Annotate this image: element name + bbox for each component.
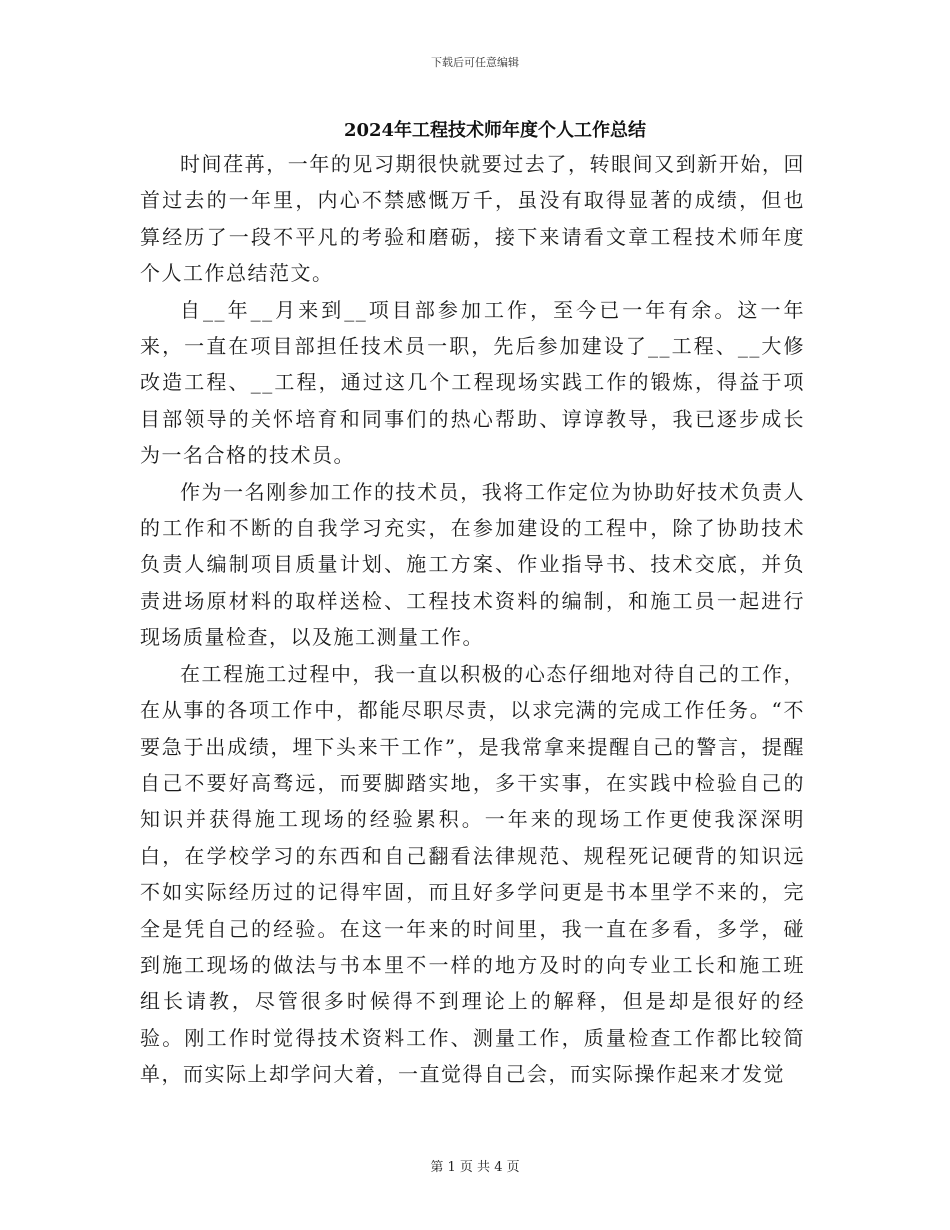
page-number: 第 1 页 共 4 页: [430, 1160, 520, 1175]
paragraph: 作为一名刚参加工作的技术员，我将工作定位为协助好技术负责人的工作和不断的自我学习充实，在参加建设的工程中，除了协助技术负责人编制项目质量计划、施工方案、作业指导书、技术交底，并负责进场原材料的取样送检、工程技术资料的编制，和施工员一起进行现场质量检查，以及施工测量工作。: [140, 479, 805, 650]
paragraph: 时间荏苒，一年的见习期很快就要过去了，转眼间又到新开始，回首过去的一年里，内心不禁感慨万千，虽没有取得显著的成绩，但也算经历了一段不平凡的考验和磨砺，接下来请看文章工程技术师年度个人工作总结范文。: [140, 152, 805, 286]
paragraph: 自__年__月来到__项目部参加工作，至今已一年有余。这一年来，一直在项目部担任技术员一职，先后参加建设了__工程、__大修改造工程、__工程，通过这几个工程现场实践工作的锻炼，得益于项目部领导的关怀培育和同事们的热心帮助、谆谆教导，我已逐步成长为一名合格的技术员。: [140, 297, 805, 468]
document-title: 2024年工程技术师年度个人工作总结: [343, 120, 647, 141]
paragraph: 在工程施工过程中，我一直以积极的心态仔细地对待自己的工作，在从事的各项工作中，都能尽职尽责，以求完满的完成工作任务。“不要急于出成绩，埋下头来干工作”，是我常拿来提醒自己的警言，提醒自己不要好高骛远，而要脚踏实地，多干实事，在实践中检验自己的知识并获得施工现场的经验累积。一年来的现场工作更使我深深明白，在学校学习的东西和自己翻看法律规范、规程死记硬背的知识远不如实际经历过的记得牢固，而且好多学问更是书本里学不来的，完全是凭自己的经验。在这一年来的时间里，我一直在多看，多学，碰到施工现场的做法与书本里不一样的地方及时的向专业工长和施工班组长请教，尽管很多时候得不到理论上的解释，但是却是很好的经验。刚工作时觉得技术资料工作、测量工作，质量检查工作都比较简单，而实际上却学问大着，一直觉得自己会，而实际操作起来才发觉: [140, 661, 805, 1087]
document-body: [140, 146, 805, 1093]
page-header-note: 下载后可任意编辑: [431, 56, 519, 69]
